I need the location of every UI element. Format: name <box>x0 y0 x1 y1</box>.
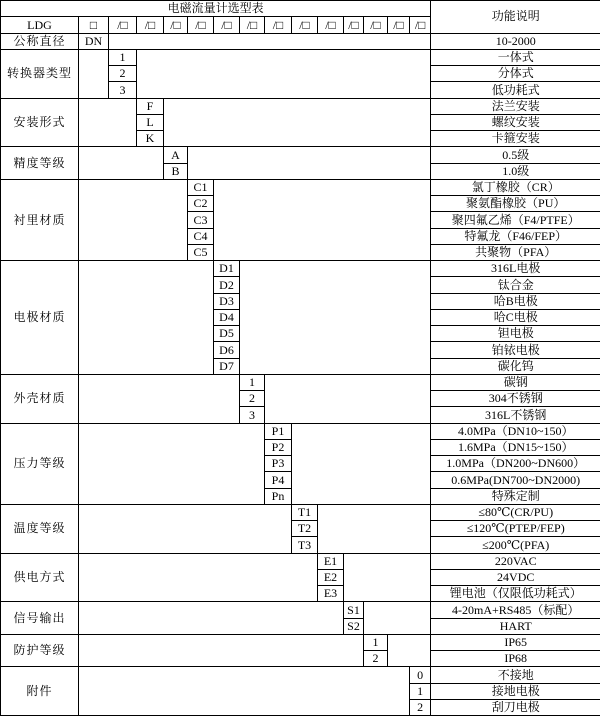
code-cell: C2 <box>188 196 214 212</box>
desc-cell: HART <box>431 618 600 634</box>
category-label: 安装形式 <box>1 98 79 147</box>
code-cell: 1 <box>364 634 388 650</box>
desc-cell: 氯丁橡胶（CR） <box>431 179 600 195</box>
code-cell: 2 <box>240 391 265 407</box>
category-label: 公称直径 <box>1 33 79 49</box>
spacer-cell <box>79 261 214 375</box>
code-cell: D5 <box>214 326 240 342</box>
model-slot-cell: /□ <box>137 17 164 33</box>
spacer-cell <box>109 33 431 49</box>
desc-cell: ≤200℃(PFA) <box>431 537 600 553</box>
desc-cell: 低功耗式 <box>431 82 600 98</box>
desc-cell: 不接地 <box>431 667 600 683</box>
desc-cell: 分体式 <box>431 66 600 82</box>
code-cell: 2 <box>109 66 137 82</box>
code-cell: P3 <box>265 456 292 472</box>
code-cell: T3 <box>292 537 318 553</box>
spacer-cell <box>214 179 431 260</box>
spacer-cell <box>79 98 137 147</box>
spacer-cell <box>79 602 344 635</box>
model-slot-cell: /□ <box>188 17 214 33</box>
function-column-header: 功能说明 <box>431 1 600 34</box>
desc-cell: 接地电极 <box>431 683 600 699</box>
spacer-cell <box>79 423 265 504</box>
spacer-cell <box>79 374 240 423</box>
table-title: 电磁流量计选型表 <box>1 1 431 17</box>
code-cell: D4 <box>214 309 240 325</box>
code-cell: 1 <box>240 374 265 390</box>
category-label: 外壳材质 <box>1 374 79 423</box>
desc-cell: 304不锈钢 <box>431 391 600 407</box>
model-box-cell: □ <box>79 17 109 33</box>
code-cell: 3 <box>240 407 265 423</box>
code-cell: K <box>137 131 164 147</box>
model-slot-cell: /□ <box>388 17 410 33</box>
desc-cell: 316L电极 <box>431 261 600 277</box>
model-slot-cell: /□ <box>344 17 364 33</box>
desc-cell: 10-2000 <box>431 33 600 49</box>
code-cell: D1 <box>214 261 240 277</box>
code-cell: L <box>137 114 164 130</box>
category-label: 温度等级 <box>1 504 79 553</box>
model-prefix: LDG <box>1 17 79 33</box>
code-cell: E3 <box>318 586 344 602</box>
spacer-cell <box>79 553 318 602</box>
code-cell: B <box>164 163 188 179</box>
category-label: 转换器类型 <box>1 49 79 98</box>
category-label: 附件 <box>1 667 79 716</box>
desc-cell: IP65 <box>431 634 600 650</box>
spacer-cell <box>318 504 431 553</box>
desc-cell: 聚氨酯橡胶（PU） <box>431 196 600 212</box>
spacer-cell <box>79 634 364 667</box>
desc-cell: 一体式 <box>431 49 600 65</box>
desc-cell: ≤80℃(CR/PU) <box>431 504 600 520</box>
spacer-cell <box>188 147 431 180</box>
model-slot-cell: /□ <box>214 17 240 33</box>
desc-cell: 钽电极 <box>431 326 600 342</box>
desc-cell: 220VAC <box>431 553 600 569</box>
desc-cell: 0.6MPa(DN700~DN2000) <box>431 472 600 488</box>
model-slot-cell: /□ <box>410 17 431 33</box>
category-label: 防护等级 <box>1 634 79 667</box>
desc-cell: 锂电池（仅限低功耗式） <box>431 586 600 602</box>
desc-cell: 刮刀电极 <box>431 699 600 715</box>
code-cell: 2 <box>364 651 388 667</box>
desc-cell: 聚四氟乙烯（F4/PTFE） <box>431 212 600 228</box>
desc-cell: 钛合金 <box>431 277 600 293</box>
code-cell: P1 <box>265 423 292 439</box>
spacer-cell <box>164 98 431 147</box>
code-cell: C5 <box>188 244 214 260</box>
desc-cell: 特殊定制 <box>431 488 600 504</box>
code-cell: T2 <box>292 521 318 537</box>
desc-cell: 碳钢 <box>431 374 600 390</box>
category-label: 压力等级 <box>1 423 79 504</box>
code-cell: A <box>164 147 188 163</box>
code-cell: D7 <box>214 358 240 374</box>
code-cell: C3 <box>188 212 214 228</box>
desc-cell: 碳化钨 <box>431 358 600 374</box>
code-cell: P4 <box>265 472 292 488</box>
desc-cell: 特氟龙（F46/FEP） <box>431 228 600 244</box>
spacer-cell <box>292 423 431 504</box>
spacer-cell <box>79 179 188 260</box>
model-slot-cell: /□ <box>109 17 137 33</box>
desc-cell: 螺纹安装 <box>431 114 600 130</box>
desc-cell: 卡箍安装 <box>431 131 600 147</box>
code-cell: C1 <box>188 179 214 195</box>
code-cell: DN <box>79 33 109 49</box>
spacer-cell <box>79 667 410 716</box>
desc-cell: 法兰安装 <box>431 98 600 114</box>
spacer-cell <box>79 147 164 180</box>
code-cell: S2 <box>344 618 364 634</box>
code-cell: 2 <box>410 699 431 715</box>
desc-cell: 共聚物（PFA） <box>431 244 600 260</box>
code-cell: P2 <box>265 439 292 455</box>
code-cell: D6 <box>214 342 240 358</box>
desc-cell: ≤120℃(PTEP/FEP) <box>431 521 600 537</box>
code-cell: E2 <box>318 569 344 585</box>
spacer-cell <box>79 504 292 553</box>
code-cell: 0 <box>410 667 431 683</box>
spacer-cell <box>240 261 431 375</box>
spacer-cell <box>364 602 431 635</box>
code-cell: 1 <box>109 49 137 65</box>
model-slot-cell: /□ <box>318 17 344 33</box>
desc-cell: 1.0级 <box>431 163 600 179</box>
spacer-cell <box>79 49 109 98</box>
code-cell: 1 <box>410 683 431 699</box>
desc-cell: IP68 <box>431 651 600 667</box>
desc-cell: 4-20mA+RS485（标配） <box>431 602 600 618</box>
code-cell: D3 <box>214 293 240 309</box>
spacer-cell <box>137 49 431 98</box>
desc-cell: 1.6MPa（DN15~150） <box>431 439 600 455</box>
category-label: 电极材质 <box>1 261 79 375</box>
desc-cell: 1.0MPa（DN200~DN600） <box>431 456 600 472</box>
desc-cell: 0.5级 <box>431 147 600 163</box>
spacer-cell <box>344 553 431 602</box>
code-cell: S1 <box>344 602 364 618</box>
desc-cell: 4.0MPa（DN10~150） <box>431 423 600 439</box>
desc-cell: 铂铱电极 <box>431 342 600 358</box>
category-label: 供电方式 <box>1 553 79 602</box>
code-cell: D2 <box>214 277 240 293</box>
model-slot-cell: /□ <box>364 17 388 33</box>
table-body <box>1 1 600 716</box>
model-slot-cell: /□ <box>265 17 292 33</box>
desc-cell: 24VDC <box>431 569 600 585</box>
spacer-cell <box>265 374 431 423</box>
model-slot-cell: /□ <box>292 17 318 33</box>
code-cell: F <box>137 98 164 114</box>
code-cell: 3 <box>109 82 137 98</box>
category-label: 信号输出 <box>1 602 79 635</box>
model-slot-cell: /□ <box>164 17 188 33</box>
code-cell: E1 <box>318 553 344 569</box>
code-cell: T1 <box>292 504 318 520</box>
category-label: 衬里材质 <box>1 179 79 260</box>
desc-cell: 哈B电极 <box>431 293 600 309</box>
desc-cell: 哈C电极 <box>431 309 600 325</box>
model-slot-cell: /□ <box>240 17 265 33</box>
desc-cell: 316L不锈钢 <box>431 407 600 423</box>
code-cell: Pn <box>265 488 292 504</box>
spacer-cell <box>388 634 431 667</box>
category-label: 精度等级 <box>1 147 79 180</box>
code-cell: C4 <box>188 228 214 244</box>
